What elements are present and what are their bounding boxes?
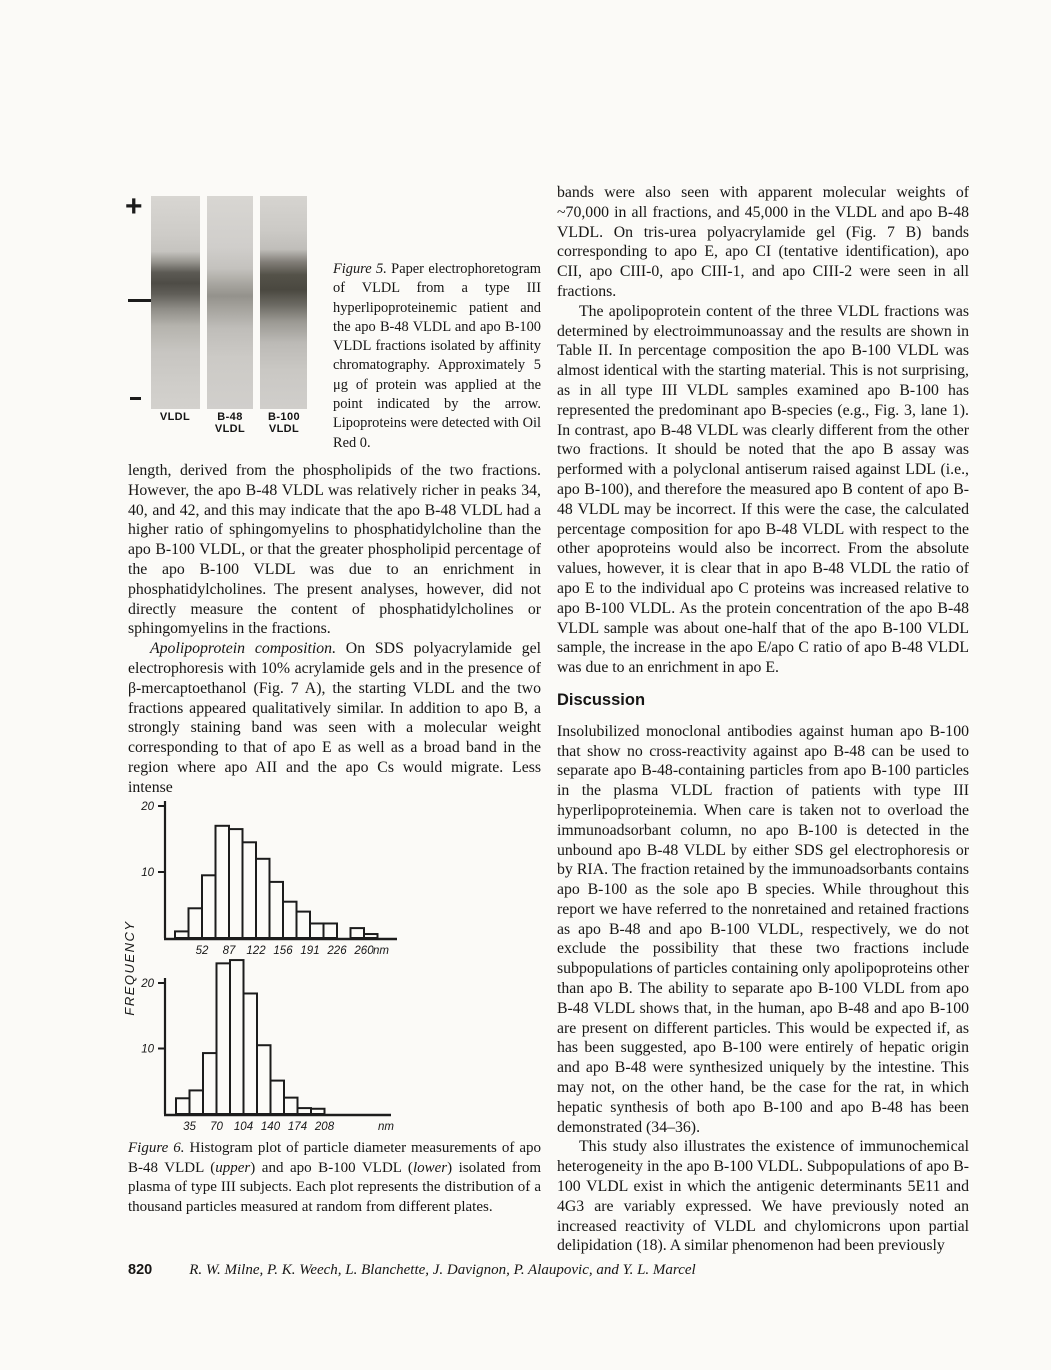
figure5-caption-lead: Figure 5. <box>333 261 387 277</box>
histogram-plot-1 <box>140 960 394 1133</box>
x-tick-label: 191 <box>300 945 320 957</box>
histogram-bar <box>364 934 378 938</box>
histogram-bar <box>176 1098 190 1114</box>
x-axis-unit-label: nm <box>378 1121 394 1133</box>
y-tick-label: 20 <box>141 978 154 990</box>
gel-lane-b48-vldl <box>207 196 253 409</box>
page-footer <box>128 1262 968 1279</box>
lane-label-vldl: VLDL <box>159 411 191 423</box>
x-tick-label: 52 <box>195 945 209 957</box>
histogram-bar <box>284 1098 298 1114</box>
figure6-caption: Figure 6. Histogram plot of particle diameter measurements of apo B-48 VLDL (upper) and apo B-100 VLDL (lower) isolated from plasma of type III subjects. Each plot represents the distribution of a thousand particles measured at random from different plates. <box>128 1140 542 1215</box>
histogram-bar <box>351 928 365 938</box>
histogram-bar <box>298 1108 312 1114</box>
figure5-caption-text: Paper electrophoretogram of VLDL from a type III hyperlipoproteinemic patient and the apo B-48 VLDL and apo B-100 VLDL fractions isolated by affinity chromatography. Approximately 5 μg of protein was applied at the point indicated by the arrow. Lipoproteins were detected with Oil Red 0. <box>333 261 541 451</box>
histogram-bar <box>270 882 284 938</box>
histogram-bar <box>256 859 270 938</box>
histogram-bar <box>216 826 230 938</box>
figure5-caption <box>333 260 541 453</box>
x-tick-label: 104 <box>233 1121 254 1133</box>
histogram-bar <box>202 875 216 938</box>
x-tick-label: 260 <box>354 945 374 957</box>
histogram-bar <box>175 931 189 938</box>
y-tick-label: 10 <box>141 867 154 879</box>
x-tick-label: 226 <box>327 945 347 957</box>
histogram-bar <box>244 993 258 1114</box>
histogram-bar <box>257 1045 271 1114</box>
paragraph-lead-italic: Apolipoprotein composition. <box>150 640 337 658</box>
right-paragraph-this-study: This study also illustrates the existence of immunochemical heterogeneity in the apo B-100 VLDL. Subpopulations of apo B-100 VLDL exist in which the antigenic determinants 5E11 and 4G3 are variably expressed. We have previously noted an increased reactivity of VLDL and chylomicrons upon partial delipidation (18). A similar phenomenon had been previously <box>557 1138 969 1255</box>
right-column <box>557 183 969 1256</box>
discussion-heading: Discussion <box>557 690 646 709</box>
running-authors: R. W. Milne, P. K. Weech, L. Blanchette, J. Davignon, P. Alaupovic, and Y. L. Marcel <box>189 1262 696 1278</box>
figure6-histograms <box>120 790 450 1140</box>
histogram-bar <box>297 912 311 938</box>
histogram-bar <box>310 923 324 938</box>
histogram-bar <box>271 1081 285 1114</box>
histogram-bar <box>217 963 231 1114</box>
x-tick-label: 140 <box>260 1121 281 1133</box>
histogram-bar <box>230 960 244 1114</box>
origin-arrow-icon <box>128 299 151 302</box>
frequency-axis-label: FREQUENCY <box>122 920 137 1016</box>
histogram-bar <box>190 1090 204 1114</box>
histogram-bar <box>243 842 257 938</box>
histogram-bar <box>324 923 338 938</box>
y-tick-label: 20 <box>141 801 154 813</box>
x-axis-unit-label: nm <box>373 945 389 957</box>
cathode-minus-icon <box>130 397 141 400</box>
right-paragraph-insolubilized: Insolubilized monoclonal antibodies against human apo B-100 that show no cross-reactivity against apo B-48 can be used to separate apo B-48-containing particles from apo B-100 particles in the plasma VLDL fraction of patients with type III hyperlipoproteinemia. When care is taken not to overload the immunoadsorbant column, no apo B-100 is detected in the unbound apo B-48 VLDL by either SDS gel electrophoresis or by RIA. The fraction retained by the immunoadsorbants contains apo B-100 as the sole apo B species. While throughout this report we have referred to the nonretained and retained fractions as apo B-48 and apo B-100 VLDL, respectively, we do not exclude the possibility that these two fractions include subpopulations of particles containing only apolipoproteins other than apo B. The ability to separate apo B-100 VLDL from apo B-48 VLDL shows that, in the human, apo B-48 and apo B-100 are present on different particles. This would be expected if, as has been suggested, apo B-100 were entirely of hepatic origin and apo B-48 were synthesized uniquely by the intestine. This may not, on the other hand, be the case for the rat, in which hepatic synthesis of both apo B-100 and apo B-48 has been demonstrated (34–36). <box>557 722 969 1136</box>
x-tick-label: 156 <box>273 945 293 957</box>
histogram-bar <box>189 908 203 938</box>
gel-lane-vldl <box>151 196 200 409</box>
right-paragraph-bands: bands were also seen with apparent molecular weights of ~70,000 in all fractions, and 45,000 in the VLDL and apo B-48 VLDL. On tris-urea polyacrylamide gel (Fig. 7 B) bands corresponding to apo E, apo CI (tentative identification), apo CII, apo CIII-0, apo CIII-1, and apo CIII-2 were seen in all fractions. <box>557 184 969 300</box>
x-tick-label: 87 <box>222 945 236 957</box>
histogram-bar <box>203 1053 217 1114</box>
histogram-bar <box>283 902 297 938</box>
x-tick-label: 122 <box>246 945 266 957</box>
x-tick-label: 208 <box>314 1121 335 1133</box>
histogram-bar <box>311 1109 325 1114</box>
anode-plus-icon: + <box>125 190 143 223</box>
right-paragraph-apolipoprotein-content: The apolipoprotein content of the three VLDL fractions was determined by electroimmunoassay and the results are shown in Table II. In percentage composition the apo B-100 VLDL was almost identical with the starting material. This is not surprising, as in all type III VLDL samples examined apo B-100 has represented the predominant apo B-species (e.g., Fig. 3, lane 1). In contrast, apo B-48 VLDL was clearly different from the other two fractions. It should be noted that the apo B assay was performed with a polyclonal antiserum raised against LDL (i.e., apo B-100), and therefore the measured apo B content of apo B-48 VLDL may be incorrect. If this were the case, the calculated percentage composition for apo B-48 VLDL with respect to the other apoproteins would also be incorrect. From the absolute values, however, it is clear that in apo B-48 VLDL the ratio of apo E to the individual apo C proteins was increased relative to apo B-100 VLDL. As the protein concentration of the apo B-48 VLDL sample was about one-half that of the apo B-100 VLDL sample, the increase in the apo E/apo C ratio of apo B-48 VLDL was due to an enrichment in apo E. <box>557 302 969 677</box>
x-tick-label: 174 <box>287 1121 308 1133</box>
page-number: 820 <box>128 1262 153 1278</box>
lane-label-b48-vldl: B-48 VLDL <box>214 411 246 435</box>
lane-label-b100-vldl: B-100 VLDL <box>268 411 300 435</box>
gel-lane-b100-vldl <box>260 196 307 409</box>
left-paragraph-phospholipids: length, derived from the phospholipids of the two fractions. However, the apo B-48 VLDL was relatively richer in peaks 34, 40, and 42, and this may indicate that the apo B-48 VLDL had a higher ratio of sphingomyelins to phosphatidylcholine than the apo B-100 VLDL, or that the greater phospholipid percentage of the apo B-100 VLDL was due to an enrichment in phosphatidylcholines. The present analyses, however, did not directly measure the content of phosphatidylcholines or sphingomyelins in the fractions. <box>128 462 541 638</box>
left-paragraph-apolipoprotein-composition: Apolipoprotein composition. On SDS polyacrylamide gel electrophoresis with 10% acrylamide gels and in the presence of β-mercaptoethanol (Fig. 7 A), the starting VLDL and the two fractions appeared qualitatively similar. In addition to apo B, a strongly staining band was seen with a molecular weight corresponding to that of apo E as well as a broad band in the region where apo AII and the apo Cs would migrate. Less intense <box>128 640 541 796</box>
left-column <box>128 461 541 798</box>
x-tick-label: 70 <box>210 1121 223 1133</box>
histogram-bar <box>229 829 243 938</box>
x-tick-label: 35 <box>183 1121 196 1133</box>
y-tick-label: 10 <box>141 1043 154 1056</box>
histogram-plot-0 <box>140 801 397 957</box>
